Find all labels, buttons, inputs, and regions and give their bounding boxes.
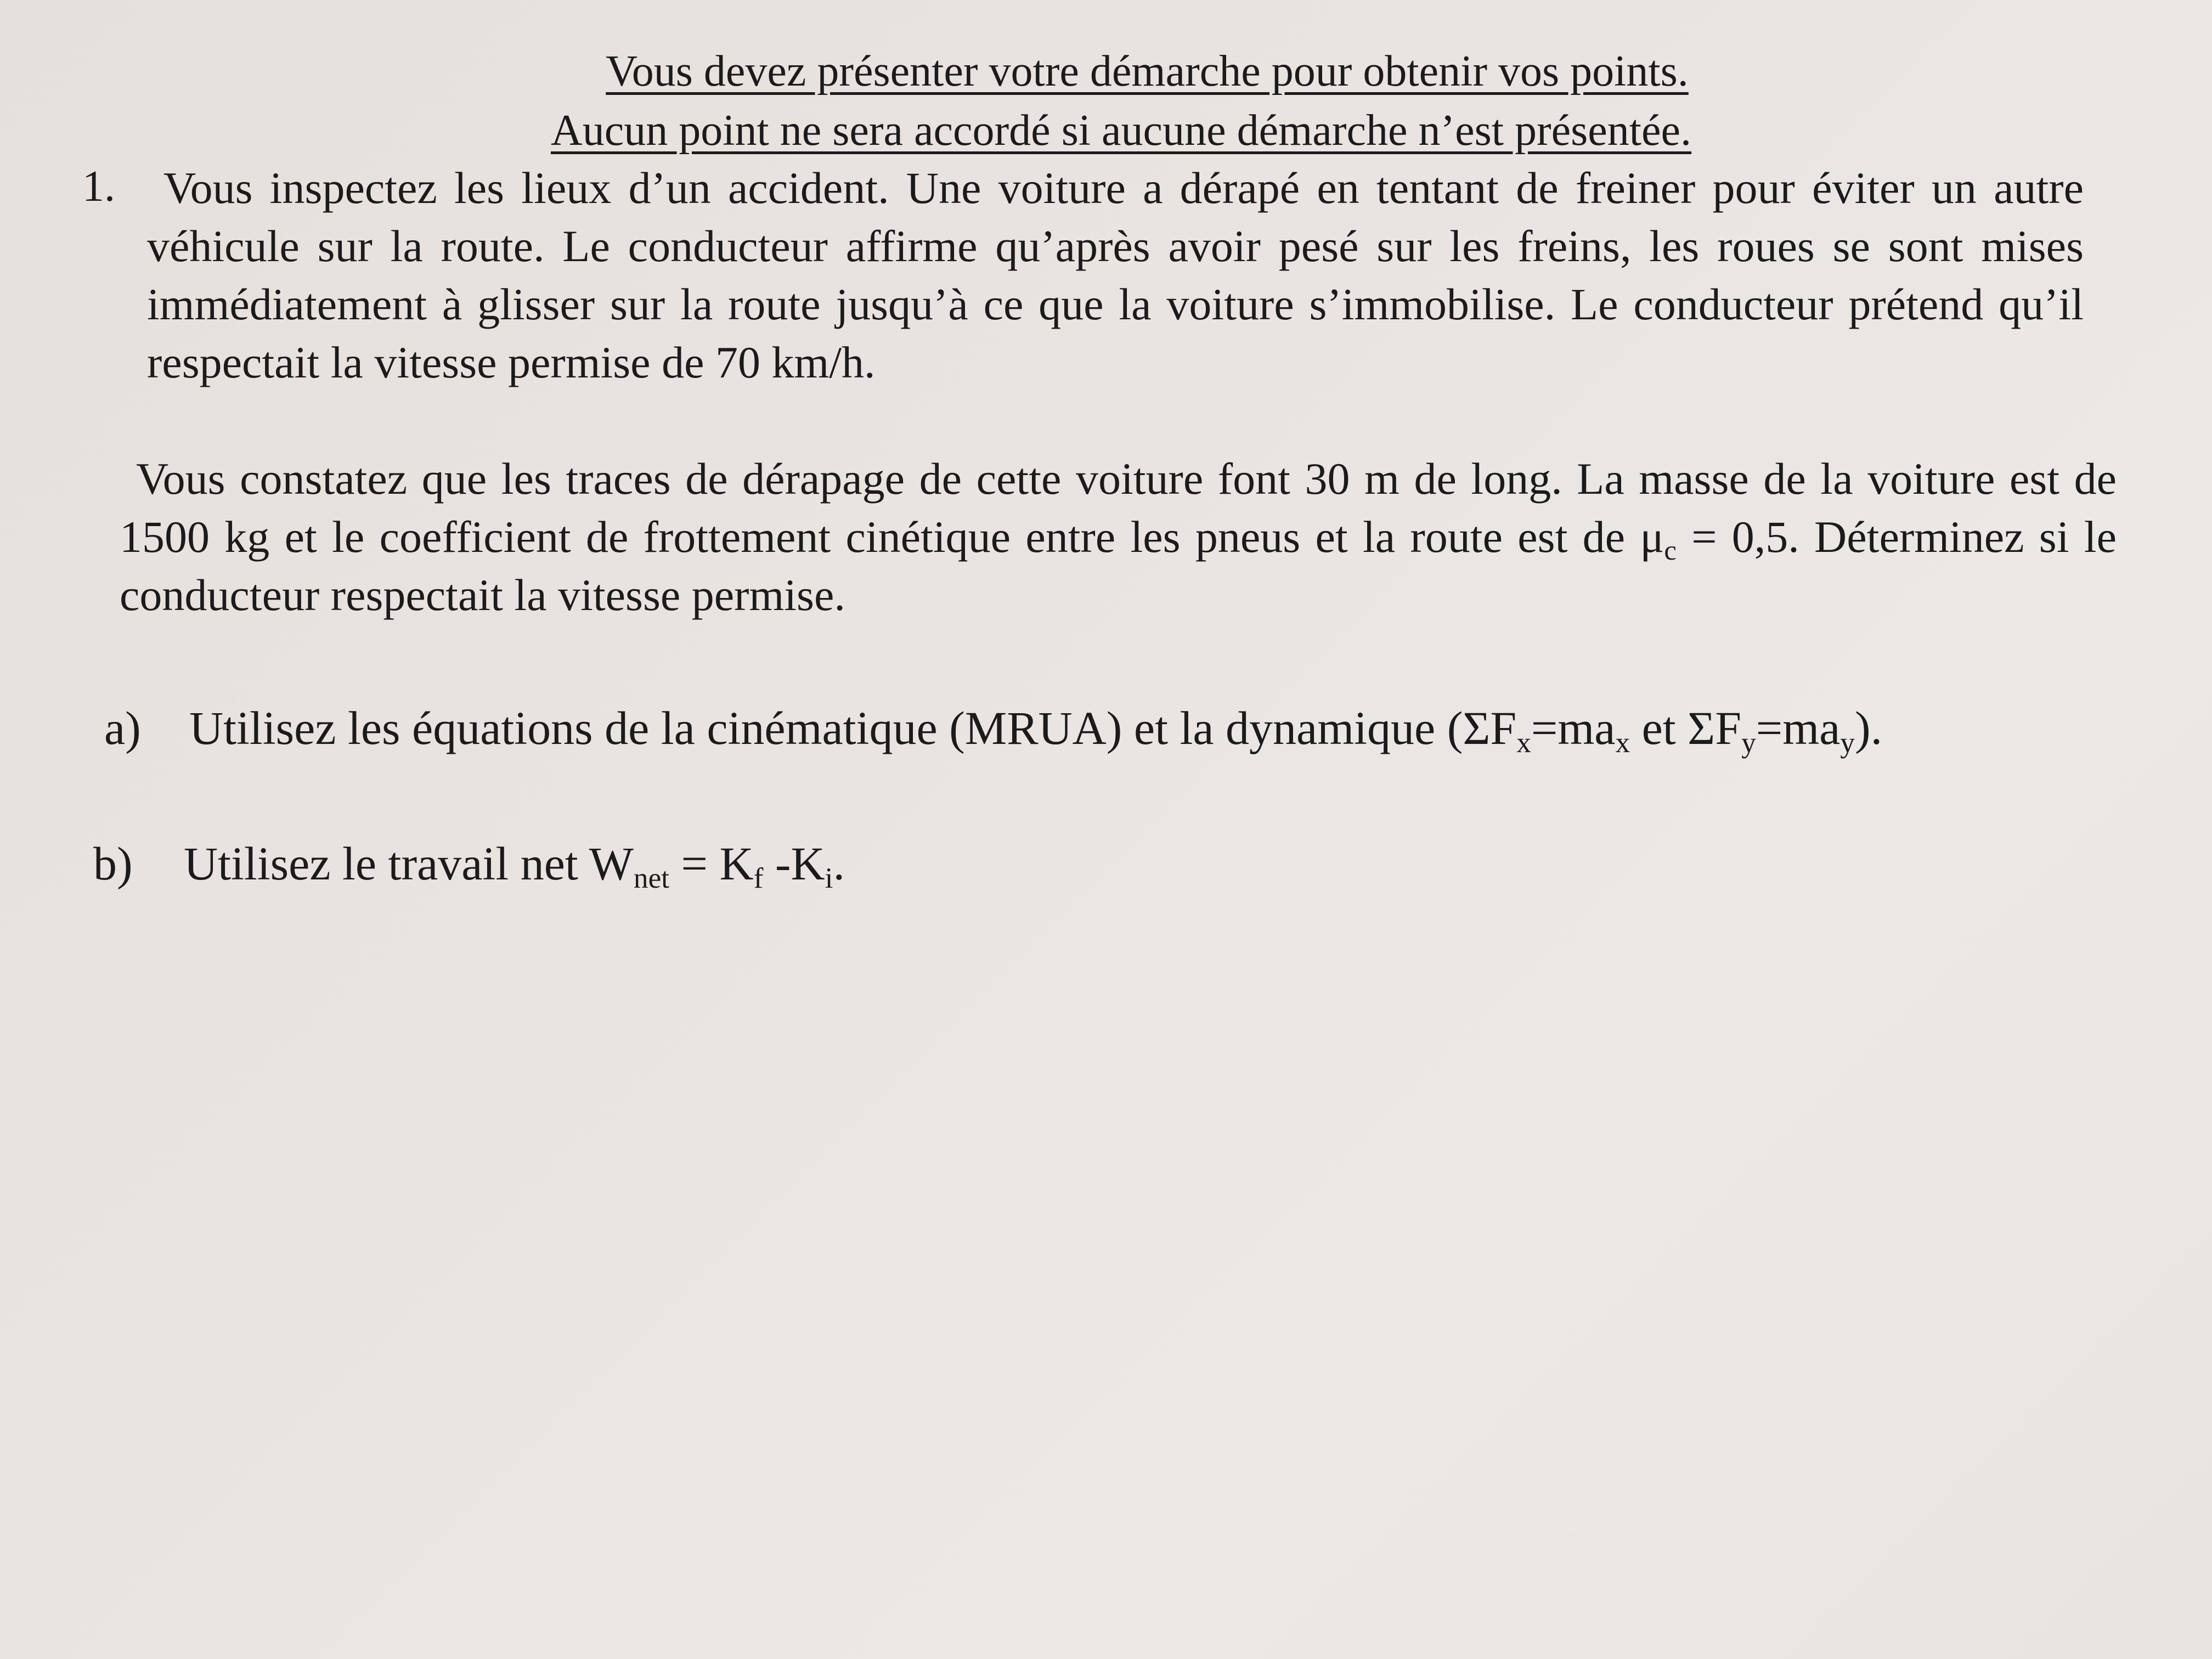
instruction-line-1: Vous devez présenter votre démarche pour obtenir vos points. — [606, 47, 1689, 95]
subquestion-a-label: a) — [104, 702, 141, 754]
paragraph-2-text-start: Vous constatez que les traces de dérapage de cette voiture font 30 m de long. La masse de la voiture est de 1500 kg et le coefficient de frottement cinétique entre les pneus et la route est de — [120, 454, 2117, 562]
subquestion-b-text: Utilisez le travail net $W_{net} = K_f$ $-K_i$. — [184, 837, 845, 894]
paragraph-1-text: Vous inspectez les lieux d’un accident. Une voiture a dérapé en tentant de freiner pour éviter un autre véhicule sur la route. Le conducteur affirme qu’après avoir pesé sur les freins, les roues se sont mises immédiatement à glisser sur la route jusqu’à ce que la voiture s’immobilise. Le conducteur prétend qu’il respectait la vitesse permise de 70 km/h. — [147, 163, 2084, 387]
mu-subscript: c — [1664, 535, 1677, 566]
question-paragraph-1 — [147, 159, 2084, 392]
subquestion-b-label: b) — [93, 837, 133, 890]
mu-symbol: μ — [1640, 512, 1664, 562]
question-number: 1. — [82, 162, 115, 211]
paragraph-2-text-end: = 0,5. Déterminez si le conducteur respectait la vitesse permise. — [120, 512, 2117, 620]
question-paragraph-2 — [120, 450, 2117, 624]
instruction-line-2: Aucun point ne sera accordé si aucune démarche n’est présentée. — [550, 106, 1692, 155]
subquestion-a-text: Utilisez les équations de la cinématique (MRUA) et la dynamique ($\Sigma F_x=ma_x$ et $\Sigma F_y=ma_y$). — [189, 702, 1883, 759]
